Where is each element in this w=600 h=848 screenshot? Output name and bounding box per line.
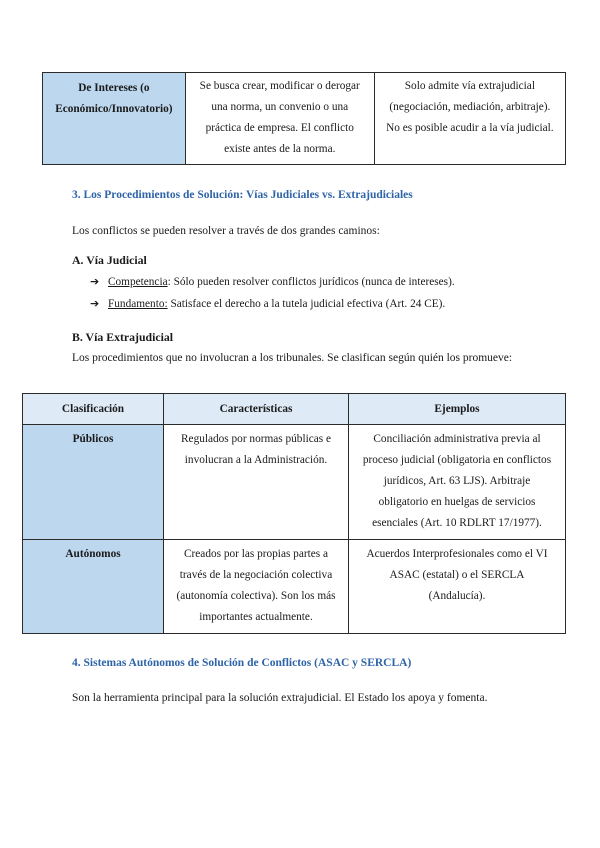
classification-name-cell: Públicos xyxy=(23,425,164,540)
table-row xyxy=(23,540,566,634)
cell-line: Se busca crear, modificar o derogar xyxy=(199,80,360,92)
cell-line: Solo admite vía extrajudicial xyxy=(404,80,535,92)
table-row xyxy=(23,425,566,540)
cell-line: Regulados por normas públicas e xyxy=(181,433,331,445)
cell-line: través de la negociación colectiva xyxy=(179,569,333,581)
conflict-type-cell xyxy=(43,73,186,165)
list-item xyxy=(90,271,455,293)
cell-line: (negociación, mediación, arbitraje). xyxy=(389,101,551,113)
table-header-row xyxy=(23,394,566,425)
classification-table xyxy=(22,393,566,634)
cell-line: Acuerdos Interprofesionales como el VI xyxy=(366,548,548,560)
extrajudicial-description: Los procedimientos que no involucran a los tribunales. Se clasifican según quién los promueve: xyxy=(72,352,513,364)
cell-line: jurídicos, Art. 63 LJS). Arbitraje xyxy=(383,475,531,487)
column-header: Características xyxy=(164,394,349,425)
section-4-title: 4. Sistemas Autónomos de Solución de Conflictos (ASAC y SERCLA) xyxy=(72,657,412,669)
cell-line: proceso judicial (obligatoria en conflictos xyxy=(362,454,552,466)
cell-line: ASAC (estatal) o el SERCLA xyxy=(389,569,525,581)
cell-line: obligatorio en huelgas de servicios xyxy=(378,496,536,508)
characteristics-cell xyxy=(164,540,349,634)
cell-line: De Intereses (o xyxy=(78,82,150,94)
bullet-label: Competencia xyxy=(108,276,168,288)
column-header: Clasificación xyxy=(23,394,164,425)
bullet-label: Fundamento: xyxy=(108,298,168,310)
classification-name-cell: Autónomos xyxy=(23,540,164,634)
cell-line: esenciales (Art. 10 RDLRT 17/1977). xyxy=(372,517,542,529)
arrow-right-icon: ➔ xyxy=(90,297,100,310)
section-3-intro: Los conflictos se pueden resolver a través de dos grandes caminos: xyxy=(72,225,380,237)
arrow-right-icon: ➔ xyxy=(90,275,100,288)
extrajudicial-heading: B. Vía Extrajudicial xyxy=(72,330,174,344)
cell-line: (autonomía colectiva). Son los más xyxy=(176,590,336,602)
section-3-title: 3. Los Procedimientos de Solución: Vías Judiciales vs. Extrajudiciales xyxy=(72,189,413,201)
conflict-via-cell xyxy=(374,73,565,165)
cell-line: No es posible acudir a la vía judicial. xyxy=(386,122,554,134)
cell-line: existe antes de la norma. xyxy=(224,143,336,155)
cell-line: importantes actualmente. xyxy=(199,611,313,623)
cell-line: Creados por las propias partes a xyxy=(184,548,328,560)
cell-line: Económico/Innovatorio) xyxy=(55,103,173,115)
characteristics-cell xyxy=(164,425,349,540)
cell-line: involucran a la Administración. xyxy=(184,454,328,466)
list-item xyxy=(90,293,455,315)
cell-line: (Andalucía). xyxy=(428,590,486,602)
cell-line: una norma, un convenio o una xyxy=(211,101,349,113)
cell-line: Conciliación administrativa previa al xyxy=(373,433,541,445)
bullet-text: Satisface el derecho a la tutela judicial efectiva (Art. 24 CE). xyxy=(167,298,446,310)
examples-cell xyxy=(349,425,566,540)
table-row xyxy=(43,73,566,165)
conflict-types-table xyxy=(42,72,566,165)
section-4-text: Son la herramienta principal para la solución extrajudicial. El Estado los apoya y fomenta. xyxy=(72,692,488,704)
judicial-heading: A. Vía Judicial xyxy=(72,253,147,267)
conflict-description-cell xyxy=(185,73,374,165)
bullet-sep: : xyxy=(167,276,171,288)
cell-line: práctica de empresa. El conflicto xyxy=(205,122,354,134)
examples-cell xyxy=(349,540,566,634)
column-header: Ejemplos xyxy=(349,394,566,425)
judicial-bullet-list xyxy=(90,271,455,315)
bullet-text: Sólo pueden resolver conflictos jurídicos (nunca de intereses). xyxy=(170,276,455,288)
